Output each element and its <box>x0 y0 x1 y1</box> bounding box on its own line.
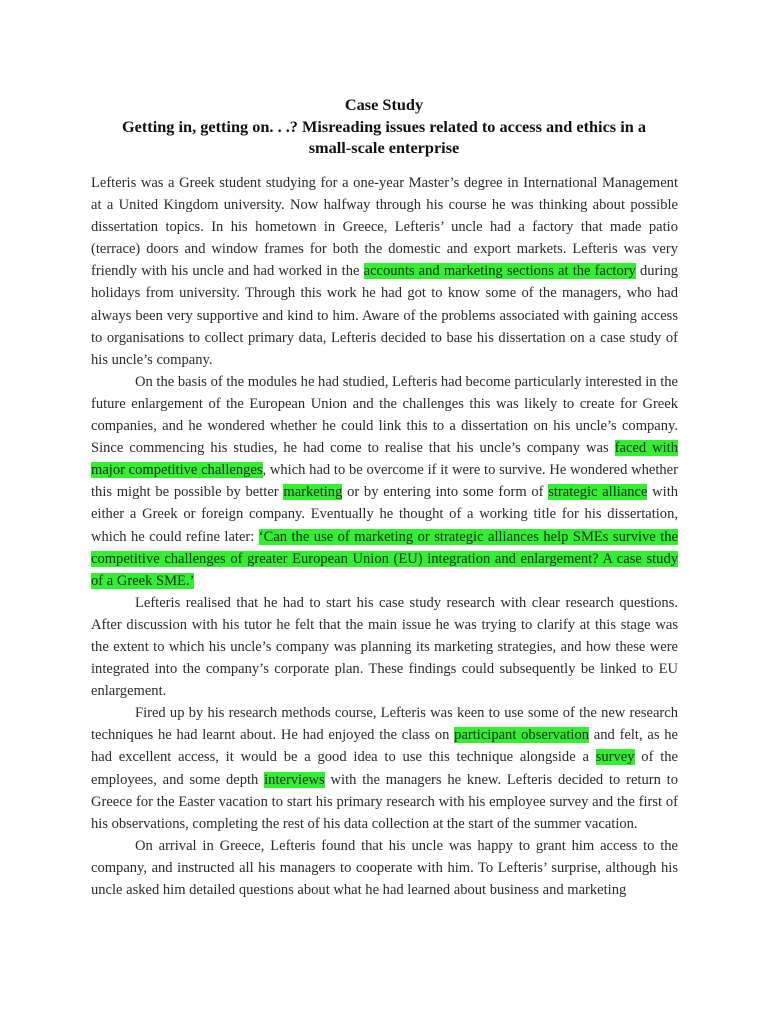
text-run: during holidays from university. Through this work he had got to know some of the managers, who had always been very supportive and kind to him. Aware of the problems associated with gaining access to organisations to collect primary data, Lefteris decided to base his dissertation on a case study of his uncle’s company. <box>91 263 678 368</box>
text-run: Lefteris was a Greek student studying for a one-year Master’s degree in International Management at a United Kingdom university. Now halfway through his course he was thinking about possible dissertation topics. In his hometown in Greece, Lefteris’ uncle had a factory that made patio (terrace) doors and window frames for both the domestic and export markets. Lefteris was very friendly with his uncle and had worked in the <box>91 175 678 280</box>
highlighted-text: accounts and marketing sections at the factory <box>363 263 636 280</box>
text-run: or by entering into some form of <box>342 484 549 501</box>
text-run: On the basis of the modules he had studied, Lefteris had become particularly interested in the future enlargement of the European Union and the challenges this was likely to create for Greek companies, and he wondered whether he could link this to a dissertation on his uncle’s company. Since commencing his studies, he had come to realise that his uncle’s company was <box>91 373 678 457</box>
document-title-line-2: small-scale enterprise <box>308 138 460 157</box>
case-study-heading: Case Study <box>344 95 424 114</box>
paragraph-4 <box>91 702 678 835</box>
text-run: with the managers he knew. Lefteris decided to return to Greece for the Easter vacation to start his primary research with his employee survey and the first of his observations, completing the rest of his data collection at the start of the summer vacation. <box>91 771 678 832</box>
highlighted-text: participant observation <box>454 727 590 744</box>
highlighted-text: faced with major competitive challenges <box>91 440 678 479</box>
title-block <box>88 94 680 159</box>
paragraph-2 <box>91 371 678 592</box>
text-run: On arrival in Greece, Lefteris found that his uncle was happy to grant him access to the company, and instructed all his managers to cooperate with him. To Lefteris’ surprise, although his uncle asked him detailed questions about what he had learned about business and marketing <box>91 837 678 898</box>
highlighted-text: interviews <box>264 771 325 788</box>
paragraph-3 <box>91 592 678 702</box>
highlighted-text: ‘Can the use of marketing or strategic alliances help SMEs survive the competitive challenges of greater European Union (EU) integration and enlargement? A case study of a Greek SME.’ <box>91 528 678 589</box>
highlighted-text: marketing <box>283 484 343 501</box>
document-body <box>91 172 678 901</box>
text-run: and felt, as he had excellent access, it would be a good idea to use this technique alongside a <box>91 727 679 766</box>
text-run: Fired up by his research methods course, Lefteris was keen to use some of the new research techniques he had learnt about. He had enjoyed the class on <box>91 705 678 744</box>
text-run: , which had to be overcome if it were to survive. He wondered whether this might be possible by better <box>91 462 678 501</box>
highlighted-text: strategic alliance <box>548 484 648 501</box>
text-run: with either a Greek or foreign company. Eventually he thought of a working title for his dissertation, which he could refine later: <box>91 484 679 545</box>
document-title-line-1: Getting in, getting on. . .? Misreading issues related to access and ethics in a <box>121 116 646 136</box>
text-run: of the employees, and some depth <box>91 749 678 788</box>
highlighted-text: survey <box>595 749 635 766</box>
paragraph-1 <box>91 172 678 371</box>
text-run: Lefteris realised that he had to start his case study research with clear research questions. After discussion with his tutor he felt that the main issue he was trying to clarify at this stage was the extent to which his uncle’s company was planning its marketing strategies, and how these were integrated into the company’s corporate plan. These findings could subsequently be linked to EU enlargement. <box>91 594 678 700</box>
paragraph-5 <box>91 835 678 901</box>
